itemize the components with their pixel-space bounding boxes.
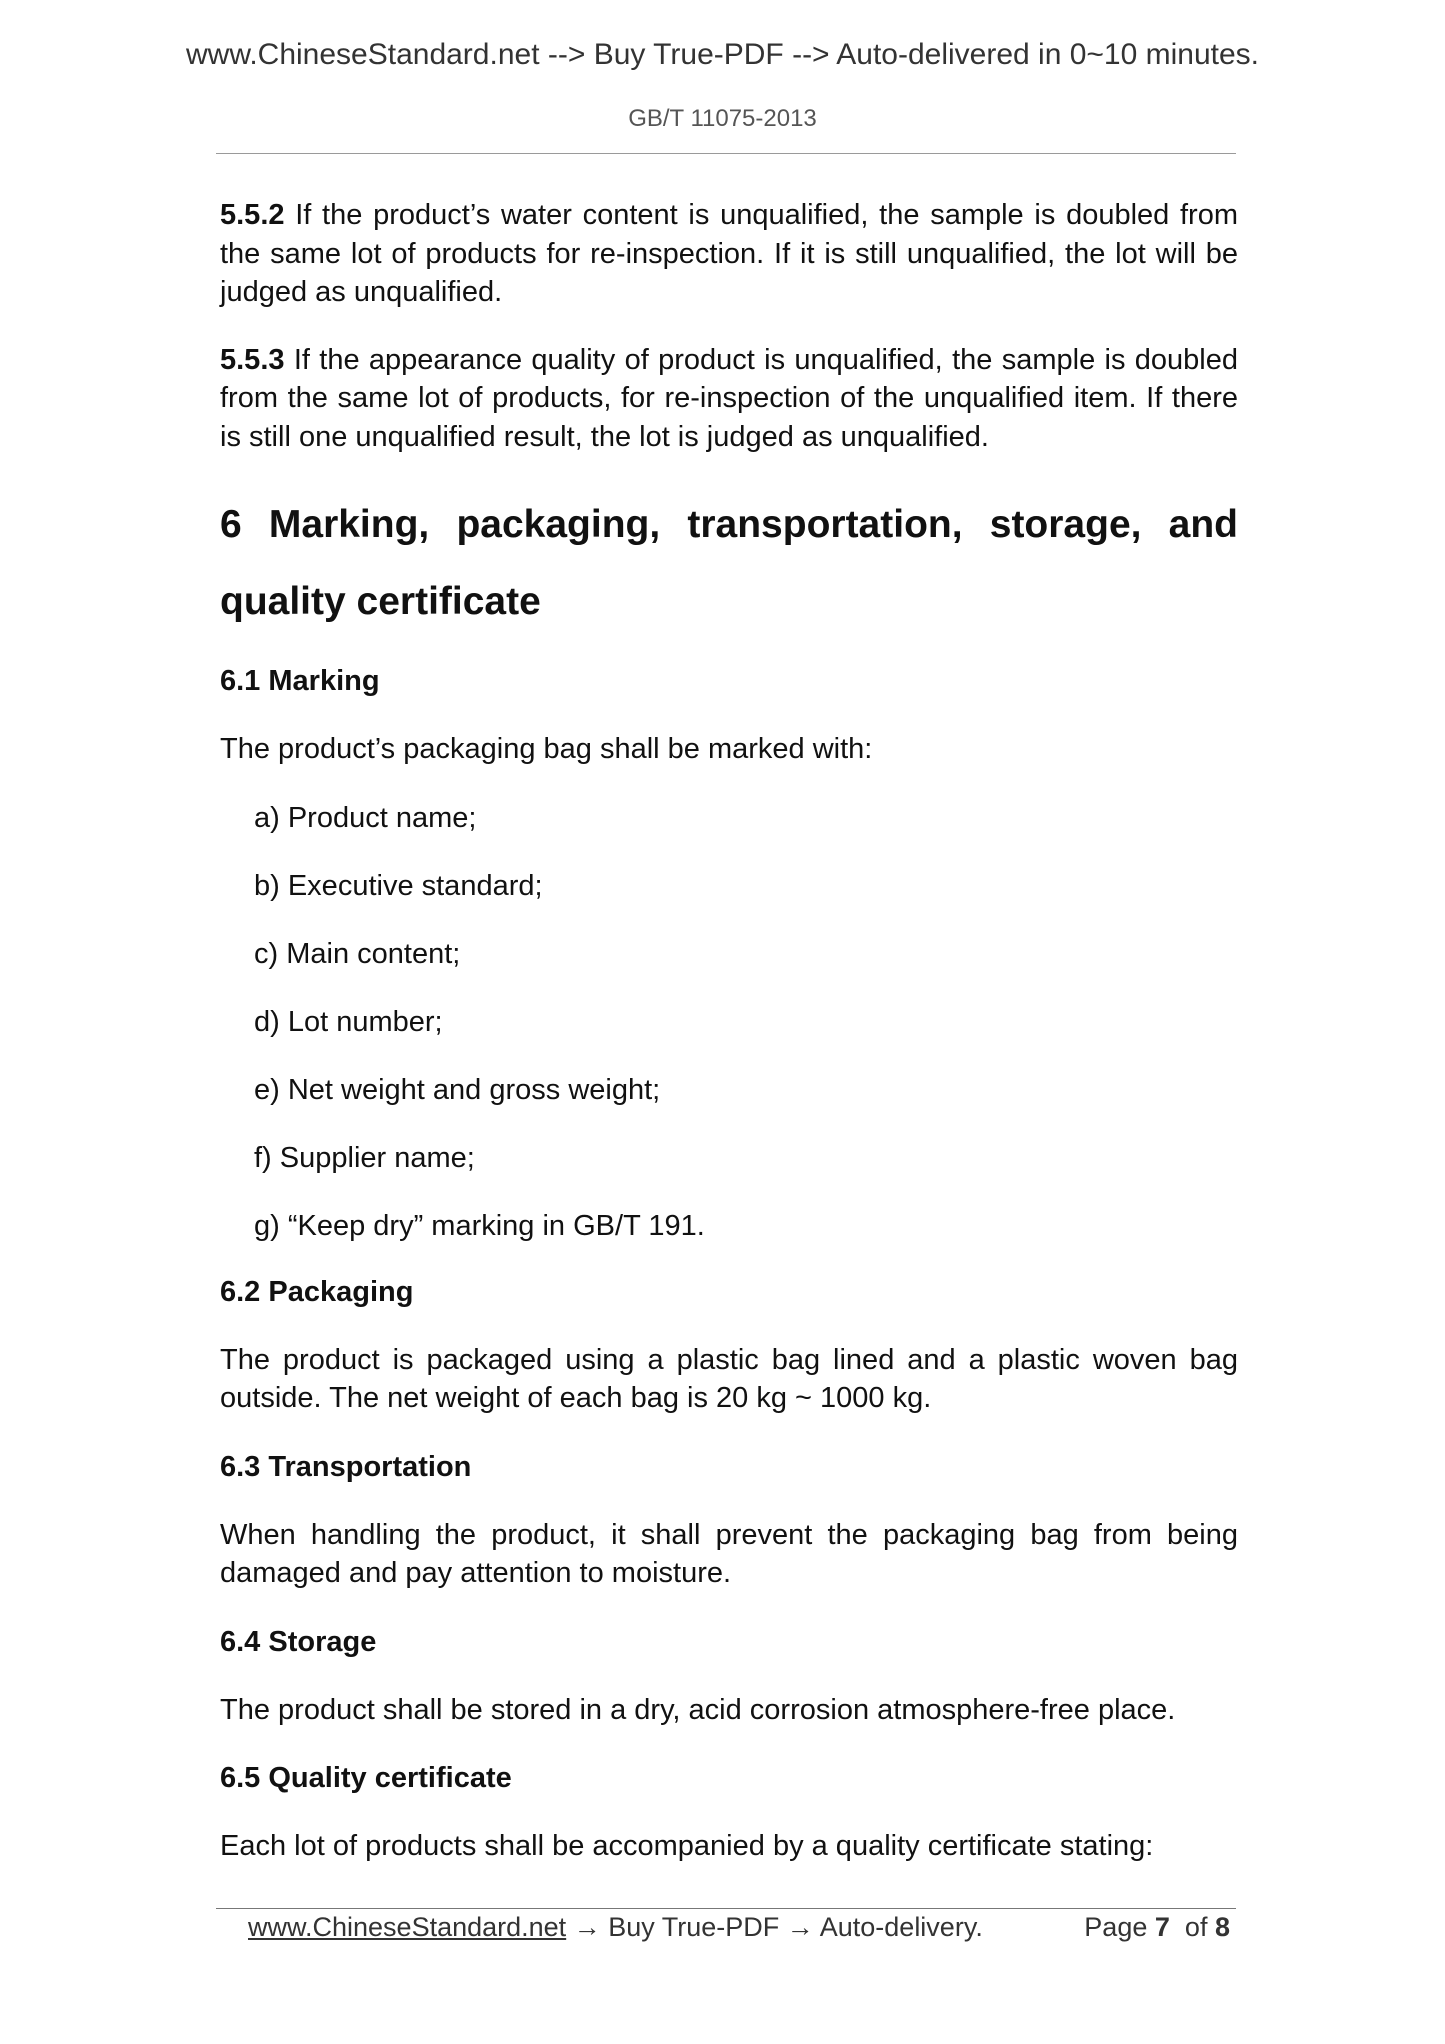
footer-promo xyxy=(248,1912,983,1943)
page-content xyxy=(220,196,1238,1866)
marking-list xyxy=(220,799,1238,1245)
heading-6-5: 6.5 Quality certificate xyxy=(220,1762,512,1794)
clause-5-5-3 xyxy=(220,341,1238,457)
certificate-text: Each lot of products shall be accompanied by a quality certificate stating: xyxy=(220,1830,1154,1862)
section-title-line1: 6 Marking, packaging, transportation, storage, and xyxy=(220,503,1238,546)
header-divider xyxy=(216,153,1236,154)
list-item: g) “Keep dry” marking in GB/T 191. xyxy=(254,1209,705,1242)
heading-6-4: 6.4 Storage xyxy=(220,1625,377,1658)
document-code: GB/T 11075-2013 xyxy=(628,105,817,132)
total-pages: 8 xyxy=(1214,1912,1230,1942)
section-6-title xyxy=(220,486,1238,640)
heading-6-2: 6.2 Packaging xyxy=(220,1275,414,1308)
clause-5-5-2 xyxy=(220,196,1238,312)
section-title-line2: quality certificate xyxy=(220,580,541,623)
of-label: of xyxy=(1184,1912,1208,1942)
footer-divider xyxy=(216,1908,1236,1909)
list-item: e) Net weight and gross weight; xyxy=(254,1073,661,1106)
page-number xyxy=(1084,1912,1230,1943)
top-banner: www.ChineseStandard.net --> Buy True-PDF --> Auto-delivered in 0~10 minutes. xyxy=(185,38,1260,71)
page-label: Page xyxy=(1084,1912,1148,1942)
marking-intro: The product’s packaging bag shall be marked with: xyxy=(220,733,873,765)
list-item: d) Lot number; xyxy=(254,1005,443,1038)
clause-text: If the appearance quality of product is unqualified, the sample is doubled from the same lot of products, for re-inspection of the unqualified item. If there is still one unqualified result, the lot is judged as unqualified. xyxy=(220,343,1238,453)
transportation-text: When handling the product, it shall prevent the packaging bag from being damaged and pay attention to moisture. xyxy=(220,1518,1238,1589)
footer-site-link[interactable]: www.ChineseStandard.net xyxy=(248,1912,567,1942)
list-item: a) Product name; xyxy=(254,801,477,834)
clause-text: If the product’s water content is unqualified, the sample is doubled from the same lot of products for re-inspection. If it is still unqualified, the lot will be judged as unqualified. xyxy=(220,199,1238,308)
packaging-text: The product is packaged using a plastic bag lined and a plastic woven bag outside. The net weight of each bag is 20 kg ~ 1000 kg. xyxy=(220,1343,1238,1414)
page-footer xyxy=(248,1912,1238,1952)
list-item: b) Executive standard; xyxy=(254,869,543,902)
heading-6-3: 6.3 Transportation xyxy=(220,1450,472,1483)
clause-number: 5.5.2 xyxy=(220,199,285,231)
current-page: 7 xyxy=(1154,1912,1170,1942)
storage-text: The product shall be stored in a dry, acid corrosion atmosphere-free place. xyxy=(220,1693,1176,1726)
list-item: c) Main content; xyxy=(254,937,461,970)
heading-6-1: 6.1 Marking xyxy=(220,665,380,697)
clause-number: 5.5.3 xyxy=(220,343,285,376)
footer-promo-text: → Buy True-PDF → Auto-delivery. xyxy=(566,1912,983,1942)
list-item: f) Supplier name; xyxy=(254,1141,475,1174)
